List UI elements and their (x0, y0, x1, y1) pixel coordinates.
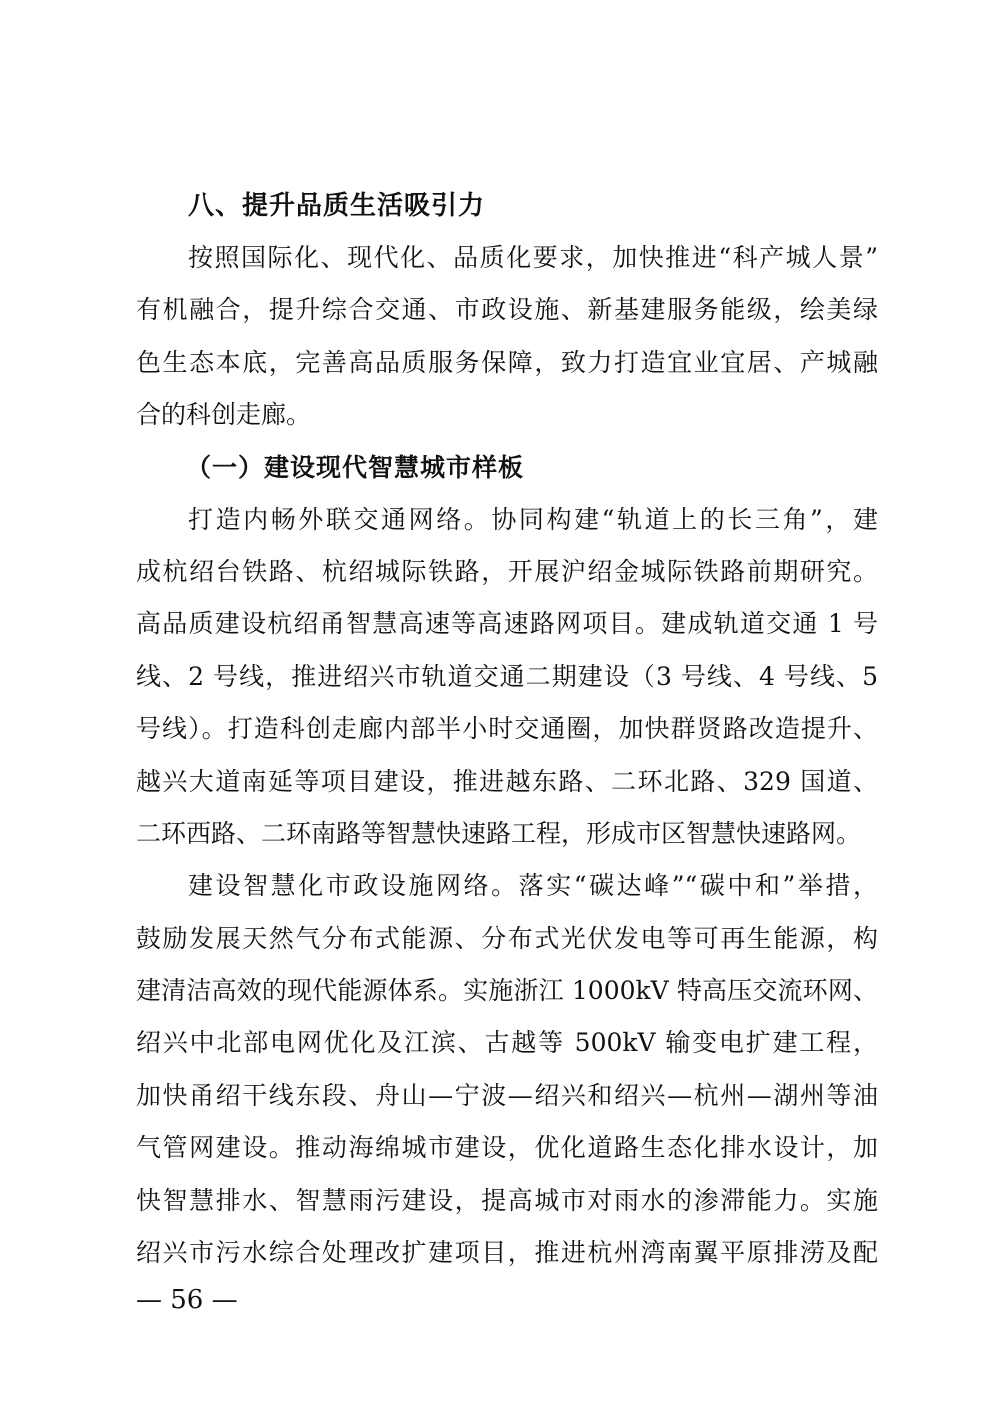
text-line: 建清洁高效的现代能源体系。实施浙江 1000kV 特高压交流环网、 (136, 976, 878, 1006)
text-line: 成杭绍台铁路、杭绍城际铁路，开展沪绍金城际铁路前期研究。 (136, 556, 878, 586)
page-content (136, 180, 878, 1279)
text-line: 越兴大道南延等项目建设，推进越东路、二环北路、329 国道、 (136, 766, 878, 796)
text-line: 绍兴市污水综合处理改扩建项目，推进杭州湾南翼平原排涝及配 (136, 1238, 878, 1268)
page-number: — 56 — (136, 1285, 238, 1315)
text-line: 按照国际化、现代化、品质化要求，加快推进“科产城人景” (188, 243, 878, 272)
subsection-heading: （一）建设现代智慧城市样板 (186, 452, 525, 482)
municipal-paragraph (136, 860, 878, 1279)
text-line: 气管网建设。推动海绵城市建设，优化道路生态化排水设计，加 (136, 1133, 878, 1163)
text-line: 高品质建设杭绍甬智慧高速等高速路网项目。建成轨道交通 1 号 (136, 609, 878, 639)
text-line: 鼓励发展天然气分布式能源、分布式光伏发电等可再生能源，构 (136, 923, 878, 953)
text-line: 建设智慧化市政设施网络。落实“碳达峰”“碳中和”举措， (188, 871, 878, 901)
text-line: 打造内畅外联交通网络。协同构建“轨道上的长三角”，建 (188, 504, 878, 534)
text-line: 快智慧排水、智慧雨污建设，提高城市对雨水的渗滞能力。实施 (136, 1185, 878, 1215)
section-heading: 八、提升品质生活吸引力 (188, 191, 486, 221)
intro-paragraph (136, 232, 878, 442)
text-line: 合的科创走廊。 (136, 400, 312, 430)
text-line: 线、2 号线，推进绍兴市轨道交通二期建设（3 号线、4 号线、5 (136, 661, 878, 691)
text-line: 绍兴中北部电网优化及江滨、古越等 500kV 输变电扩建工程， (136, 1028, 878, 1058)
text-line: 色生态本底，完善高品质服务保障，致力打造宜业宜居、产城融 (136, 347, 878, 377)
text-line: 加快甬绍干线东段、舟山—宁波—绍兴和绍兴—杭州—湖州等油 (136, 1080, 878, 1110)
transport-paragraph (136, 494, 878, 861)
text-line: 号线）。打造科创走廊内部半小时交通圈，加快群贤路改造提升、 (136, 714, 878, 744)
text-line: 二环西路、二环南路等智慧快速路工程，形成市区智慧快速路网。 (136, 818, 862, 848)
text-line: 有机融合，提升综合交通、市政设施、新基建服务能级，绘美绿 (136, 295, 878, 325)
